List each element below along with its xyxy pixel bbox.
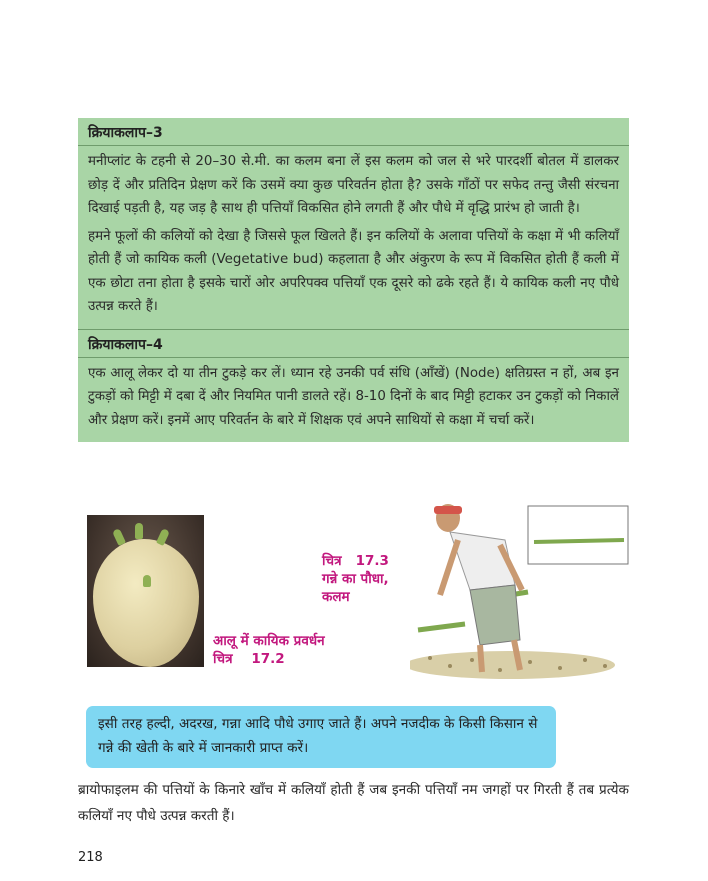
activity3-para2: हमने फूलों की कलियों को देखा है जिससे फूल खिलते हैं। इन कलियों के अलावा पत्तियों के कक्षा में भी कलियाँ होती हैं जो कायिक कली (Vegetative bud) कहलाता है और अंकुरण के रूप में विकसित होती हैं कली में एक छोटा तना होता है इसके चारों ओर अपरिपक्व पत्तियाँ एक दूसरे को ढके रहते हैं। ये कायिक कली नए पौधे उत्पन्न करते हैं।	[88, 228, 619, 314]
sprout-icon	[156, 528, 170, 546]
activity3-body	[78, 146, 629, 329]
figure-17-2-caption	[213, 632, 325, 668]
activity4-para1: एक आलू लेकर दो या तीन टुकड़े कर लें। ध्यान रहे उनकी पर्व संधि (आँखें) (Node) क्षतिग्रस्त न हों, अब इन टुकड़ों को मिट्टी में दबा दें और नियमित पानी डालते रहें। 8-10 दिनों के बाद मिट्टी हटाकर उन टुकड़ों को निकालें और प्रेक्षण करें। इनमें आए परिवर्तन के बारे में शिक्षक एवं अपने साथियों से कक्षा में चर्चा करें।	[88, 365, 619, 428]
page-number: 218	[78, 850, 103, 865]
activity-box	[78, 118, 629, 442]
figure-17-3-caption-line1: चित्र 17.3	[322, 553, 389, 569]
activity4-body	[78, 358, 629, 443]
figure-17-3-caption	[322, 552, 389, 606]
sprout-icon	[143, 575, 151, 587]
sprout-icon	[135, 523, 143, 539]
figure-17-2-caption-line1: आलू में कायिक प्रवर्धन	[213, 633, 325, 649]
potato-photo	[87, 515, 204, 667]
activity3-title: क्रियाकलाप–3	[78, 118, 629, 146]
sprout-icon	[112, 528, 126, 546]
figure-17-3-caption-line2: गन्ने का पौधा,	[322, 571, 389, 587]
bottom-paragraph: ब्रायोफाइलम की पत्तियों के किनारे खाँच में कलियाँ होती हैं जब इनकी पत्तियाँ नम जगहों पर गिरती हैं तब प्रत्येक कलियाँ नए पौधे उत्पन्न करती हैं।	[78, 782, 629, 824]
activity4-title: क्रियाकलाप–4	[78, 329, 629, 358]
info-box-text: इसी तरह हल्दी, अदरख, गन्ना आदि पौधे उगाए जाते हैं। अपने नजदीक के किसी किसान से गन्ने की खेती के बारे में जानकारी प्राप्त करें।	[98, 716, 538, 756]
farmer-planting-illustration	[410, 490, 630, 685]
info-box	[86, 706, 556, 768]
potato-image	[93, 539, 199, 667]
figure-17-2-caption-line2: चित्र 17.2	[213, 651, 285, 667]
activity3-para1: मनीप्लांट के टहनी से 20–30 से.मी. का कलम बना लें इस कलम को जल से भरे पारदर्शी बोतल में डालकर छोड़ दें और प्रतिदिन प्रेक्षण करें कि उसमें क्या कुछ परिवर्तन होता है? उसके गाँठों पर सफेद तन्तु जैसी संरचना दिखाई पड़ती है, यह जड़ है साथ ही पत्तियाँ विकसित होने लगती हैं और पौधे में वृद्धि प्रारंभ हो जाती है।	[88, 154, 619, 216]
figure-17-3-caption-line3: कलम	[322, 589, 350, 605]
